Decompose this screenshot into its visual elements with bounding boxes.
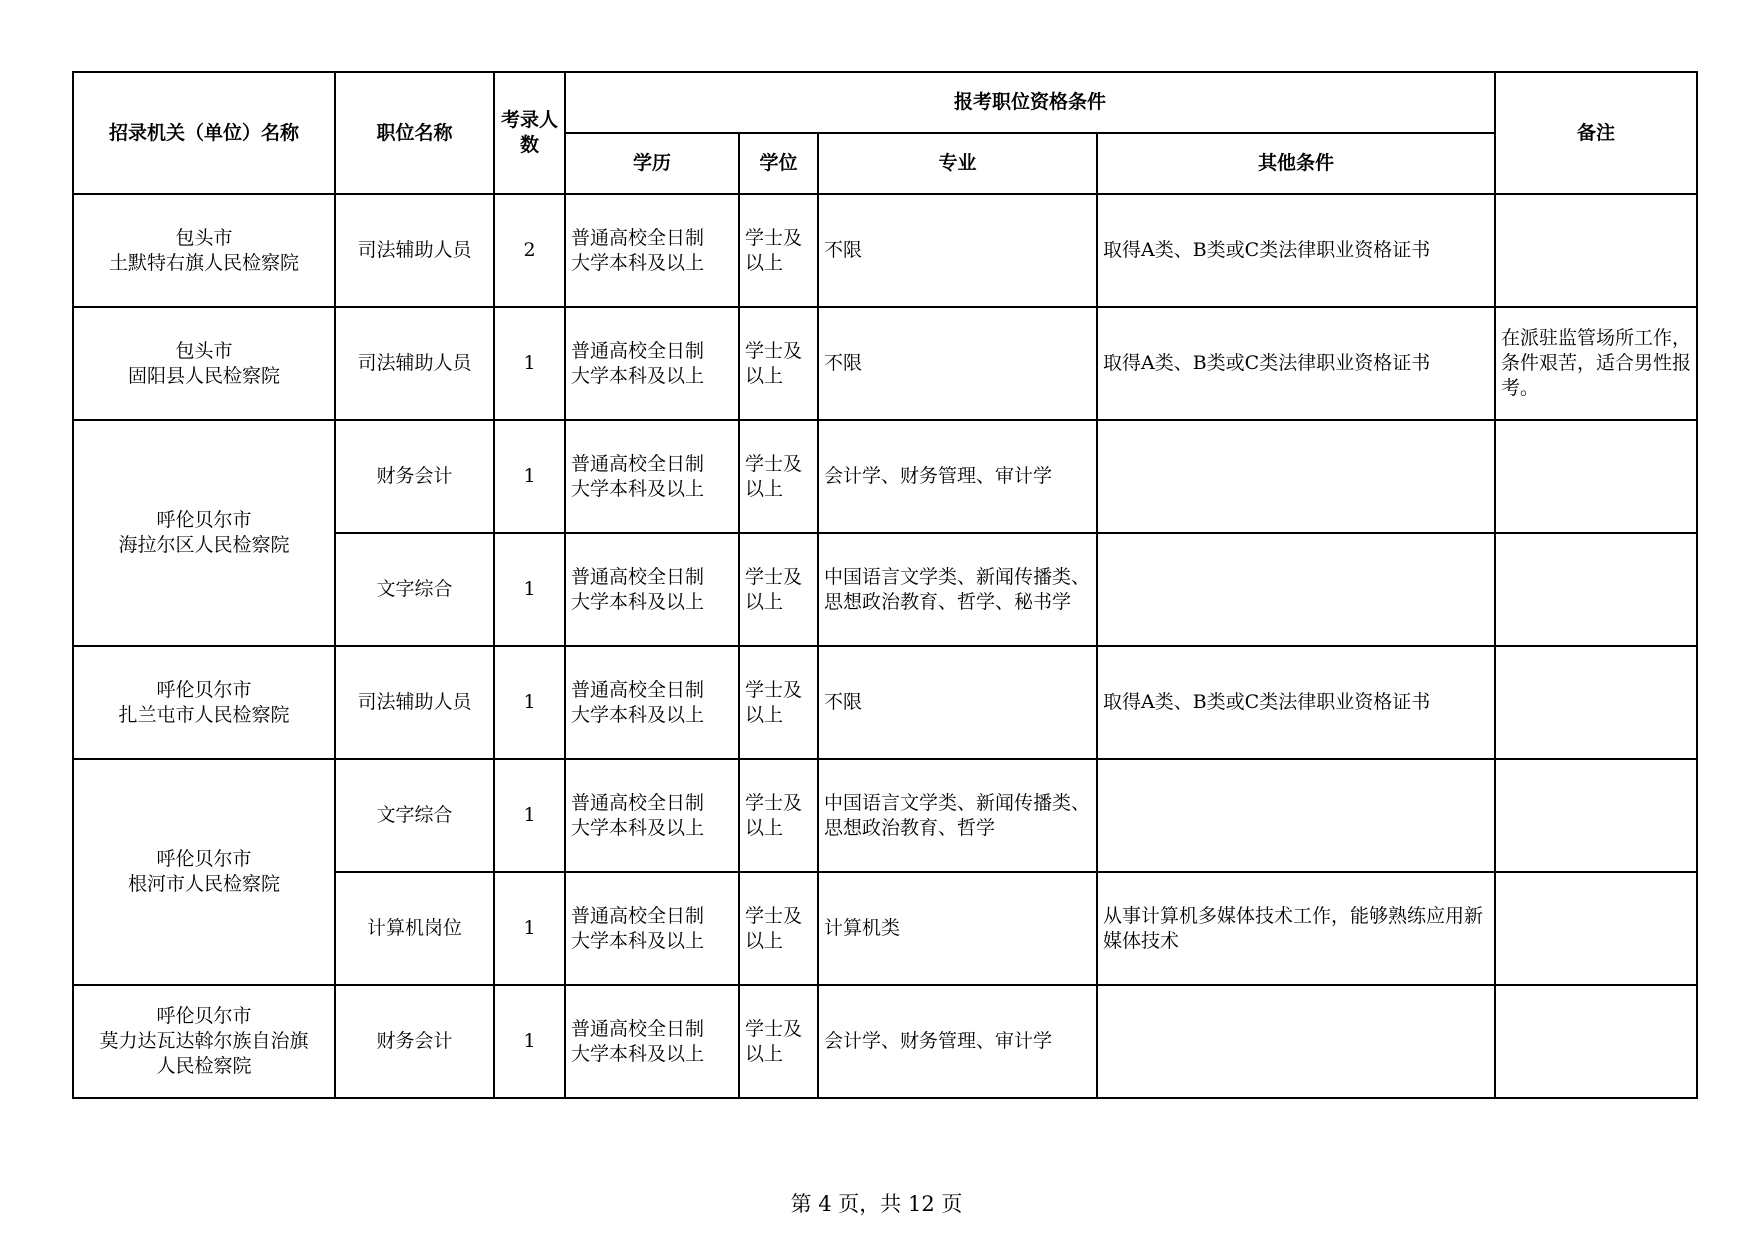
- table-row: [73, 646, 1697, 759]
- remarks-cell: [1495, 985, 1697, 1098]
- header-agency: 招录机关（单位）名称: [73, 72, 335, 194]
- position-cell: 文字综合: [335, 759, 494, 872]
- recruitment-table: [72, 71, 1698, 1099]
- count-cell: 1: [494, 420, 565, 533]
- other-cell: 取得A类、B类或C类法律职业资格证书: [1097, 307, 1495, 420]
- header-education: 学历: [565, 133, 739, 194]
- major-cell: 不限: [818, 307, 1097, 420]
- education-cell: 普通高校全日制 大学本科及以上: [565, 985, 739, 1098]
- other-cell: [1097, 759, 1495, 872]
- major-cell: 会计学、财务管理、审计学: [818, 420, 1097, 533]
- remarks-cell: [1495, 872, 1697, 985]
- header-other: 其他条件: [1097, 133, 1495, 194]
- other-cell: [1097, 985, 1495, 1098]
- degree-cell: 学士及 以上: [739, 985, 818, 1098]
- degree-cell: 学士及 以上: [739, 759, 818, 872]
- header-major: 专业: [818, 133, 1097, 194]
- major-cell: 中国语言文学类、新闻传播类、思想政治教育、哲学: [818, 759, 1097, 872]
- header-qualifications: 报考职位资格条件: [565, 72, 1495, 133]
- header-count: [494, 72, 565, 194]
- count-cell: 1: [494, 533, 565, 646]
- major-cell: 中国语言文学类、新闻传播类、思想政治教育、哲学、秘书学: [818, 533, 1097, 646]
- education-cell: 普通高校全日制 大学本科及以上: [565, 194, 739, 307]
- count-cell: 1: [494, 872, 565, 985]
- degree-cell: 学士及 以上: [739, 307, 818, 420]
- page-footer: 第 4 页，共 12 页: [790, 1192, 963, 1216]
- degree-cell: 学士及 以上: [739, 194, 818, 307]
- table-row: [73, 307, 1697, 420]
- other-cell: 取得A类、B类或C类法律职业资格证书: [1097, 194, 1495, 307]
- remarks-cell: [1495, 646, 1697, 759]
- header-position: 职位名称: [335, 72, 494, 194]
- agency-cell: 包头市 固阳县人民检察院: [73, 307, 335, 420]
- header-remarks: 备注: [1495, 72, 1697, 194]
- major-cell: 不限: [818, 194, 1097, 307]
- education-cell: 普通高校全日制 大学本科及以上: [565, 420, 739, 533]
- agency-cell: 呼伦贝尔市 根河市人民检察院: [73, 759, 335, 985]
- table-row: [73, 194, 1697, 307]
- major-cell: 不限: [818, 646, 1097, 759]
- position-cell: 司法辅助人员: [335, 646, 494, 759]
- position-cell: 财务会计: [335, 420, 494, 533]
- degree-cell: 学士及 以上: [739, 420, 818, 533]
- degree-cell: 学士及 以上: [739, 646, 818, 759]
- header-count-text: 考录人数: [500, 109, 558, 156]
- agency-cell: 呼伦贝尔市 莫力达瓦达斡尔族自治旗 人民检察院: [73, 985, 335, 1098]
- position-cell: 司法辅助人员: [335, 307, 494, 420]
- major-cell: 会计学、财务管理、审计学: [818, 985, 1097, 1098]
- position-cell: 司法辅助人员: [335, 194, 494, 307]
- table-row: [73, 420, 1697, 533]
- table-row: [73, 759, 1697, 872]
- count-cell: 1: [494, 759, 565, 872]
- degree-cell: 学士及 以上: [739, 872, 818, 985]
- remarks-cell: 在派驻监管场所工作，条件艰苦，适合男性报考。: [1495, 307, 1697, 420]
- education-cell: 普通高校全日制 大学本科及以上: [565, 307, 739, 420]
- count-cell: 1: [494, 307, 565, 420]
- education-cell: 普通高校全日制 大学本科及以上: [565, 759, 739, 872]
- remarks-cell: [1495, 194, 1697, 307]
- agency-cell: 包头市 土默特右旗人民检察院: [73, 194, 335, 307]
- table-row: [73, 985, 1697, 1098]
- other-cell: [1097, 533, 1495, 646]
- education-cell: 普通高校全日制 大学本科及以上: [565, 872, 739, 985]
- position-cell: 计算机岗位: [335, 872, 494, 985]
- remarks-cell: [1495, 759, 1697, 872]
- other-cell: [1097, 420, 1495, 533]
- education-cell: 普通高校全日制 大学本科及以上: [565, 646, 739, 759]
- count-cell: 1: [494, 985, 565, 1098]
- education-cell: 普通高校全日制 大学本科及以上: [565, 533, 739, 646]
- position-cell: 财务会计: [335, 985, 494, 1098]
- remarks-cell: [1495, 420, 1697, 533]
- header-degree: 学位: [739, 133, 818, 194]
- count-cell: 1: [494, 646, 565, 759]
- count-cell: 2: [494, 194, 565, 307]
- remarks-cell: [1495, 533, 1697, 646]
- other-cell: 取得A类、B类或C类法律职业资格证书: [1097, 646, 1495, 759]
- agency-cell: 呼伦贝尔市 扎兰屯市人民检察院: [73, 646, 335, 759]
- agency-cell: 呼伦贝尔市 海拉尔区人民检察院: [73, 420, 335, 646]
- position-cell: 文字综合: [335, 533, 494, 646]
- other-cell: 从事计算机多媒体技术工作，能够熟练应用新媒体技术: [1097, 872, 1495, 985]
- major-cell: 计算机类: [818, 872, 1097, 985]
- degree-cell: 学士及 以上: [739, 533, 818, 646]
